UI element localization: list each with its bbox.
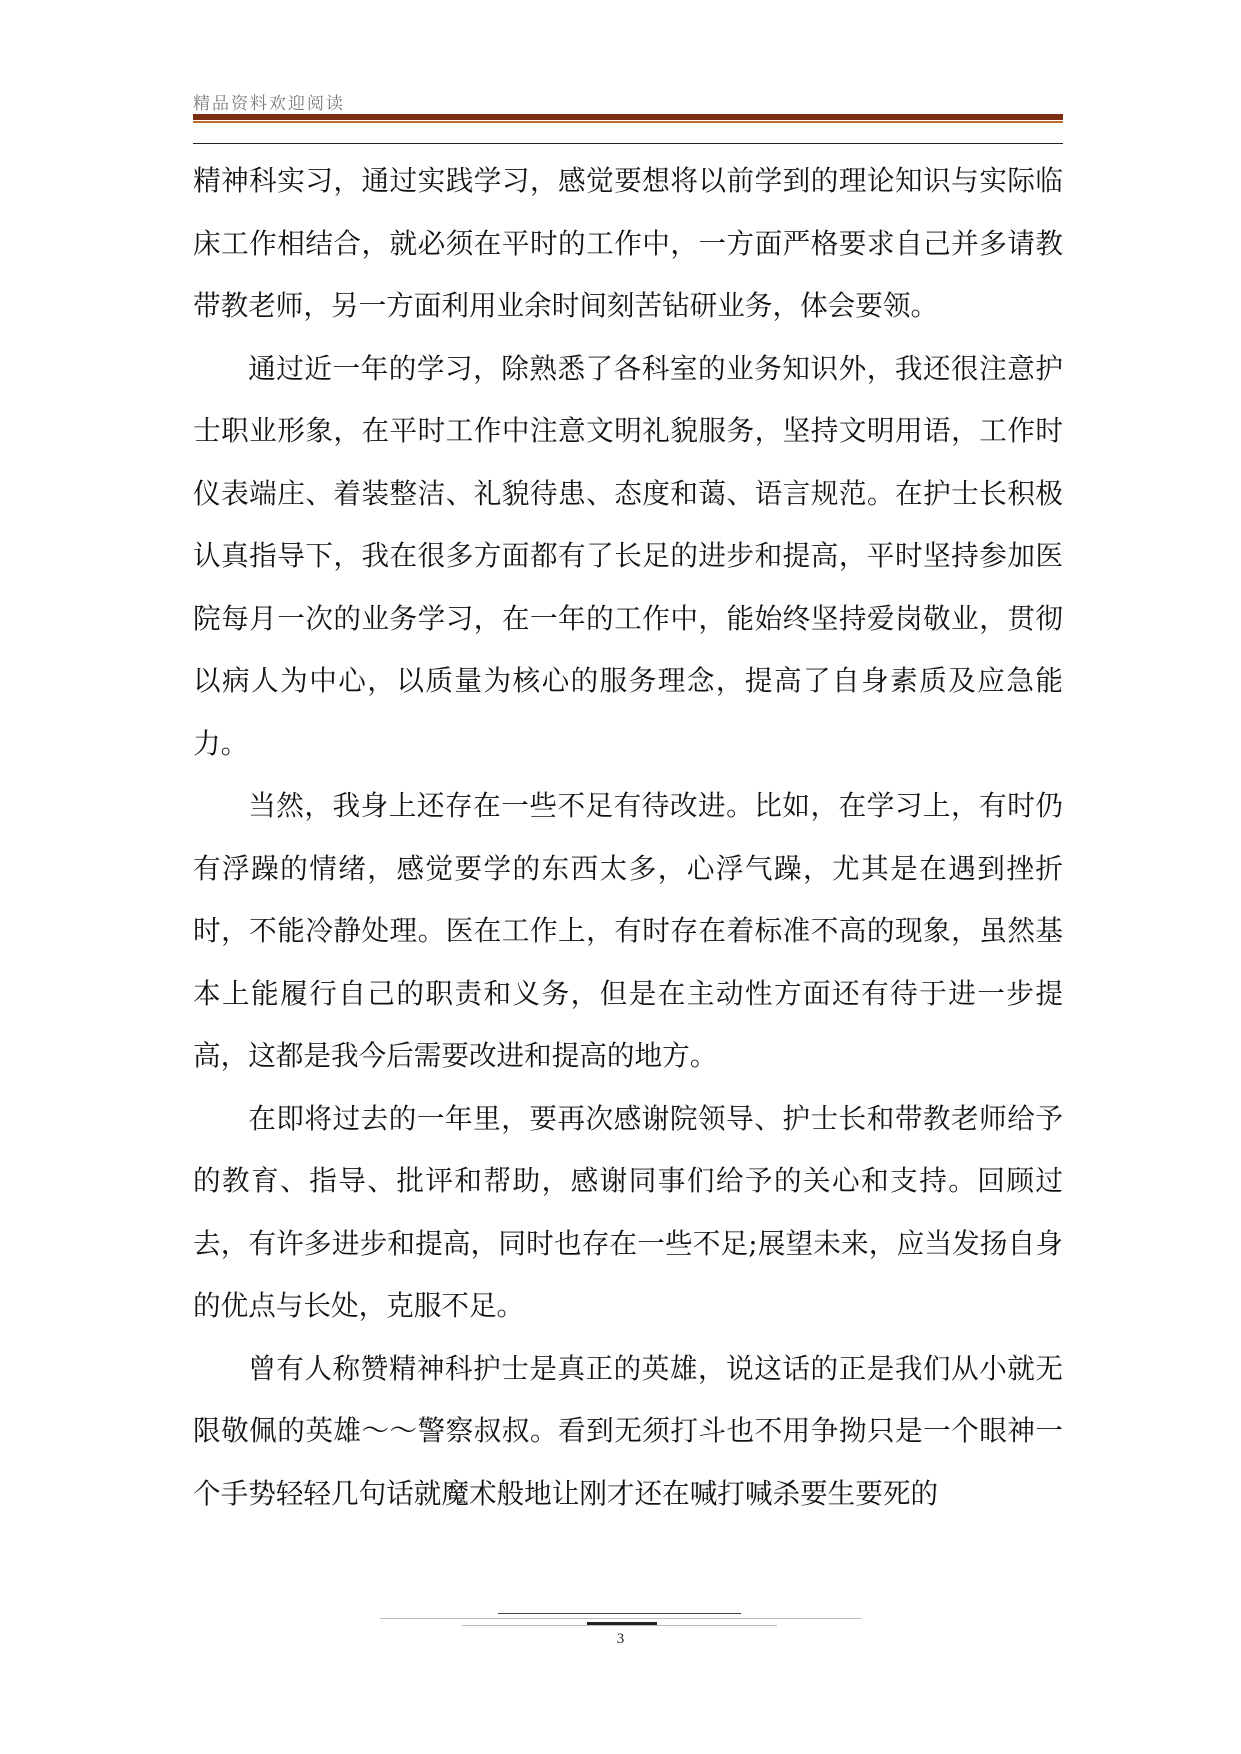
page-number: 3 (616, 1631, 625, 1647)
paragraph-1: 精神科实习，通过实践学习，感觉要想将以前学到的理论知识与实际临床工作相结合，就必须在平时的工作中，一方面严格要求自己并多请教带教老师，另一方面利用业余时间刻苦钻研业务，体会要领。 (193, 164, 1063, 322)
header-title: 精品资料欢迎阅读 (193, 94, 345, 114)
header-rule-accent (193, 121, 1063, 123)
footer-rule-wide (380, 1618, 861, 1619)
header-rule-thick (193, 114, 1063, 120)
footer-rule-short (462, 1625, 777, 1626)
header-rule-thin (193, 143, 1063, 144)
document-body (193, 150, 1063, 1525)
paragraph-3: 当然，我身上还存在一些不足有待改进。比如，在学习上，有时仍有浮躁的情绪，感觉要学的东西太多，心浮气躁，尤其是在遇到挫折时，不能冷静处理。医在工作上，有时存在着标准不高的现象，虽然基本上能履行自己的职责和义务，但是在主动性方面还有待于进一步提高，这都是我今后需要改进和提高的地方。 (193, 789, 1063, 1072)
footer-mark (587, 1622, 657, 1625)
paragraph-4: 在即将过去的一年里，要再次感谢院领导、护士长和带教老师给予的教育、指导、批评和帮助，感谢同事们给予的关心和支持。回顾过去，有许多进步和提高，同时也存在一些不足;展望未来，应当发扬自身的优点与长处，克服不足。 (193, 1101, 1063, 1322)
footer-rule-top (498, 1613, 741, 1614)
paragraph-2: 通过近一年的学习，除熟悉了各科室的业务知识外，我还很注意护士职业形象，在平时工作中注意文明礼貌服务，坚持文明用语，工作时仪表端庄、着装整洁、礼貌待患、态度和蔼、语言规范。在护士长积极认真指导下，我在很多方面都有了长足的进步和提高，平时坚持参加医院每月一次的业务学习，在一年的工作中，能始终坚持爱岗敬业，贯彻以病人为中心，以质量为核心的服务理念，提高了自身素质及应急能力。 (193, 351, 1063, 760)
paragraph-5: 曾有人称赞精神科护士是真正的英雄，说这话的正是我们从小就无限敬佩的英雄～～警察叔叔。看到无须打斗也不用争拗只是一个眼神一个手势轻轻几句话就魔术般地让刚才还在喊打喊杀要生要死的 (193, 1351, 1063, 1510)
